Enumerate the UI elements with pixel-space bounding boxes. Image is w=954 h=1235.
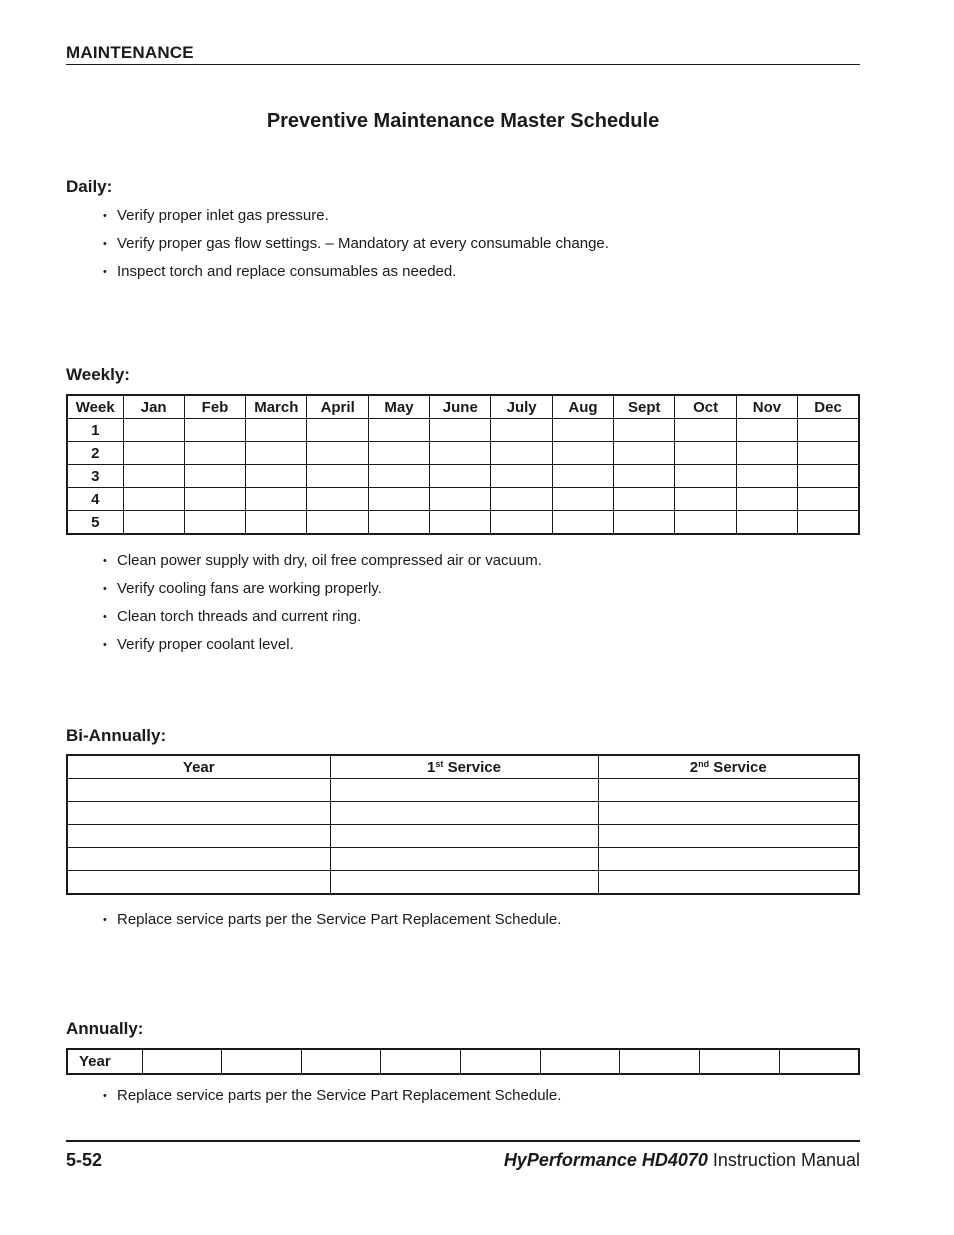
table-row <box>67 825 859 848</box>
table-row <box>67 442 859 465</box>
schedule-cell <box>307 488 368 511</box>
column-header-second-service <box>598 755 859 779</box>
annual-table <box>66 1048 860 1075</box>
schedule-cell <box>123 419 184 442</box>
table-row <box>67 848 859 871</box>
weekly-body <box>67 419 859 535</box>
table-row <box>67 779 859 802</box>
ordinal-suffix: nd <box>698 758 710 769</box>
schedule-cell <box>675 488 736 511</box>
list-item: • Replace service parts per the Service Part Replacement Schedule. <box>100 1087 561 1115</box>
schedule-cell <box>368 488 429 511</box>
manual-label: Instruction Manual <box>707 1150 860 1170</box>
table-row <box>67 511 859 535</box>
column-header: Sept <box>614 395 675 419</box>
service-cell <box>67 848 330 871</box>
year-cell <box>540 1049 620 1074</box>
service-cell <box>67 779 330 802</box>
schedule-cell <box>430 442 491 465</box>
schedule-cell <box>368 511 429 535</box>
year-cell <box>779 1049 859 1074</box>
schedule-cell <box>552 488 613 511</box>
schedule-cell <box>430 511 491 535</box>
list-item: • Verify proper gas flow settings. – Mandatory at every consumable change. <box>100 235 609 263</box>
schedule-cell <box>123 511 184 535</box>
column-header: June <box>430 395 491 419</box>
year-cell <box>222 1049 302 1074</box>
schedule-cell <box>798 488 859 511</box>
service-cell <box>598 802 859 825</box>
column-header: May <box>368 395 429 419</box>
schedule-cell <box>614 488 675 511</box>
list-item: • Verify cooling fans are working properly. <box>100 580 542 608</box>
schedule-cell <box>184 488 245 511</box>
service-cell <box>67 802 330 825</box>
column-header: July <box>491 395 552 419</box>
year-cell <box>461 1049 541 1074</box>
page-number: 5-52 <box>66 1150 103 1170</box>
footer-rule <box>66 1140 860 1142</box>
ordinal-suffix: st <box>435 758 444 769</box>
schedule-cell <box>675 419 736 442</box>
column-header: Aug <box>552 395 613 419</box>
biannual-header-row <box>67 755 859 779</box>
column-header: Jan <box>123 395 184 419</box>
header-rule <box>66 64 860 65</box>
week-number: 5 <box>67 511 123 535</box>
schedule-cell <box>184 511 245 535</box>
table-row <box>67 465 859 488</box>
service-cell <box>598 825 859 848</box>
list-item: • Clean torch threads and current ring. <box>100 608 542 636</box>
schedule-cell <box>614 419 675 442</box>
service-cell <box>330 802 598 825</box>
schedule-cell <box>491 488 552 511</box>
schedule-cell <box>307 465 368 488</box>
schedule-cell <box>552 442 613 465</box>
service-cell <box>330 779 598 802</box>
schedule-cell <box>430 488 491 511</box>
column-header: March <box>246 395 307 419</box>
schedule-cell <box>736 419 797 442</box>
weekly-table <box>66 394 860 535</box>
week-number: 3 <box>67 465 123 488</box>
service-cell <box>67 825 330 848</box>
column-header: April <box>307 395 368 419</box>
section-header: MAINTENANCE <box>66 43 194 62</box>
biannual-list <box>100 911 561 939</box>
list-item: • Verify proper coolant level. <box>100 636 542 664</box>
schedule-cell <box>675 511 736 535</box>
column-header: Oct <box>675 395 736 419</box>
column-header: Feb <box>184 395 245 419</box>
schedule-cell <box>430 419 491 442</box>
service-cell <box>330 871 598 895</box>
footer-title <box>504 1150 860 1171</box>
daily-list <box>100 207 609 291</box>
biannual-body <box>67 779 859 895</box>
year-cell <box>142 1049 222 1074</box>
year-cell <box>700 1049 780 1074</box>
schedule-cell <box>368 419 429 442</box>
schedule-cell <box>307 511 368 535</box>
ordinal-number: 2 <box>689 758 699 776</box>
schedule-cell <box>798 442 859 465</box>
schedule-cell <box>491 442 552 465</box>
column-label: Service <box>443 758 501 776</box>
service-cell <box>598 848 859 871</box>
schedule-cell <box>798 511 859 535</box>
schedule-cell <box>368 442 429 465</box>
week-number: 4 <box>67 488 123 511</box>
ordinal-number: 1 <box>427 758 436 776</box>
list-item: • Verify proper inlet gas pressure. <box>100 207 609 235</box>
biannual-table <box>66 754 860 895</box>
schedule-cell <box>798 419 859 442</box>
week-number: 2 <box>67 442 123 465</box>
schedule-cell <box>246 511 307 535</box>
table-row <box>67 802 859 825</box>
annual-list <box>100 1087 561 1115</box>
page-title: Preventive Maintenance Master Schedule <box>266 110 660 132</box>
service-cell <box>67 871 330 895</box>
annual-heading: Annually: <box>66 1019 144 1038</box>
weekly-list <box>100 552 542 664</box>
schedule-cell <box>736 488 797 511</box>
schedule-cell <box>675 442 736 465</box>
week-number: 1 <box>67 419 123 442</box>
column-header-year: Year <box>67 755 330 779</box>
biannual-heading: Bi-Annually: <box>66 726 167 745</box>
schedule-cell <box>123 442 184 465</box>
schedule-cell <box>798 465 859 488</box>
year-cell <box>620 1049 700 1074</box>
schedule-cell <box>184 442 245 465</box>
schedule-cell <box>246 442 307 465</box>
schedule-cell <box>307 442 368 465</box>
schedule-cell <box>246 419 307 442</box>
schedule-cell <box>123 465 184 488</box>
service-cell <box>330 825 598 848</box>
column-header-first-service <box>330 755 598 779</box>
schedule-cell <box>430 465 491 488</box>
schedule-cell <box>246 465 307 488</box>
schedule-cell <box>736 465 797 488</box>
schedule-cell <box>184 465 245 488</box>
schedule-cell <box>736 511 797 535</box>
schedule-cell <box>246 488 307 511</box>
column-header: Dec <box>798 395 859 419</box>
row-label-year: Year <box>67 1049 142 1074</box>
table-row <box>67 871 859 895</box>
schedule-cell <box>552 511 613 535</box>
service-cell <box>598 779 859 802</box>
schedule-cell <box>614 465 675 488</box>
column-header: Nov <box>736 395 797 419</box>
schedule-cell <box>368 465 429 488</box>
schedule-cell <box>675 465 736 488</box>
product-name: HyPerformance HD4070 <box>503 1150 708 1170</box>
table-row <box>67 1049 859 1074</box>
table-row <box>67 419 859 442</box>
list-item: • Inspect torch and replace consumables as needed. <box>100 263 609 291</box>
schedule-cell <box>614 442 675 465</box>
daily-heading: Daily: <box>66 177 113 196</box>
table-row <box>67 488 859 511</box>
list-item: • Replace service parts per the Service Part Replacement Schedule. <box>100 911 561 939</box>
year-cell <box>301 1049 381 1074</box>
schedule-cell <box>184 419 245 442</box>
schedule-cell <box>614 511 675 535</box>
column-header: Week <box>67 395 123 419</box>
schedule-cell <box>491 419 552 442</box>
schedule-cell <box>552 419 613 442</box>
schedule-cell <box>552 465 613 488</box>
schedule-cell <box>736 442 797 465</box>
schedule-cell <box>491 465 552 488</box>
weekly-header-row <box>67 395 859 419</box>
column-label: Service <box>709 758 767 776</box>
list-item: • Clean power supply with dry, oil free compressed air or vacuum. <box>100 552 542 580</box>
year-cell <box>381 1049 461 1074</box>
service-cell <box>330 848 598 871</box>
schedule-cell <box>307 419 368 442</box>
weekly-heading: Weekly: <box>66 365 130 384</box>
schedule-cell <box>491 511 552 535</box>
service-cell <box>598 871 859 895</box>
schedule-cell <box>123 488 184 511</box>
